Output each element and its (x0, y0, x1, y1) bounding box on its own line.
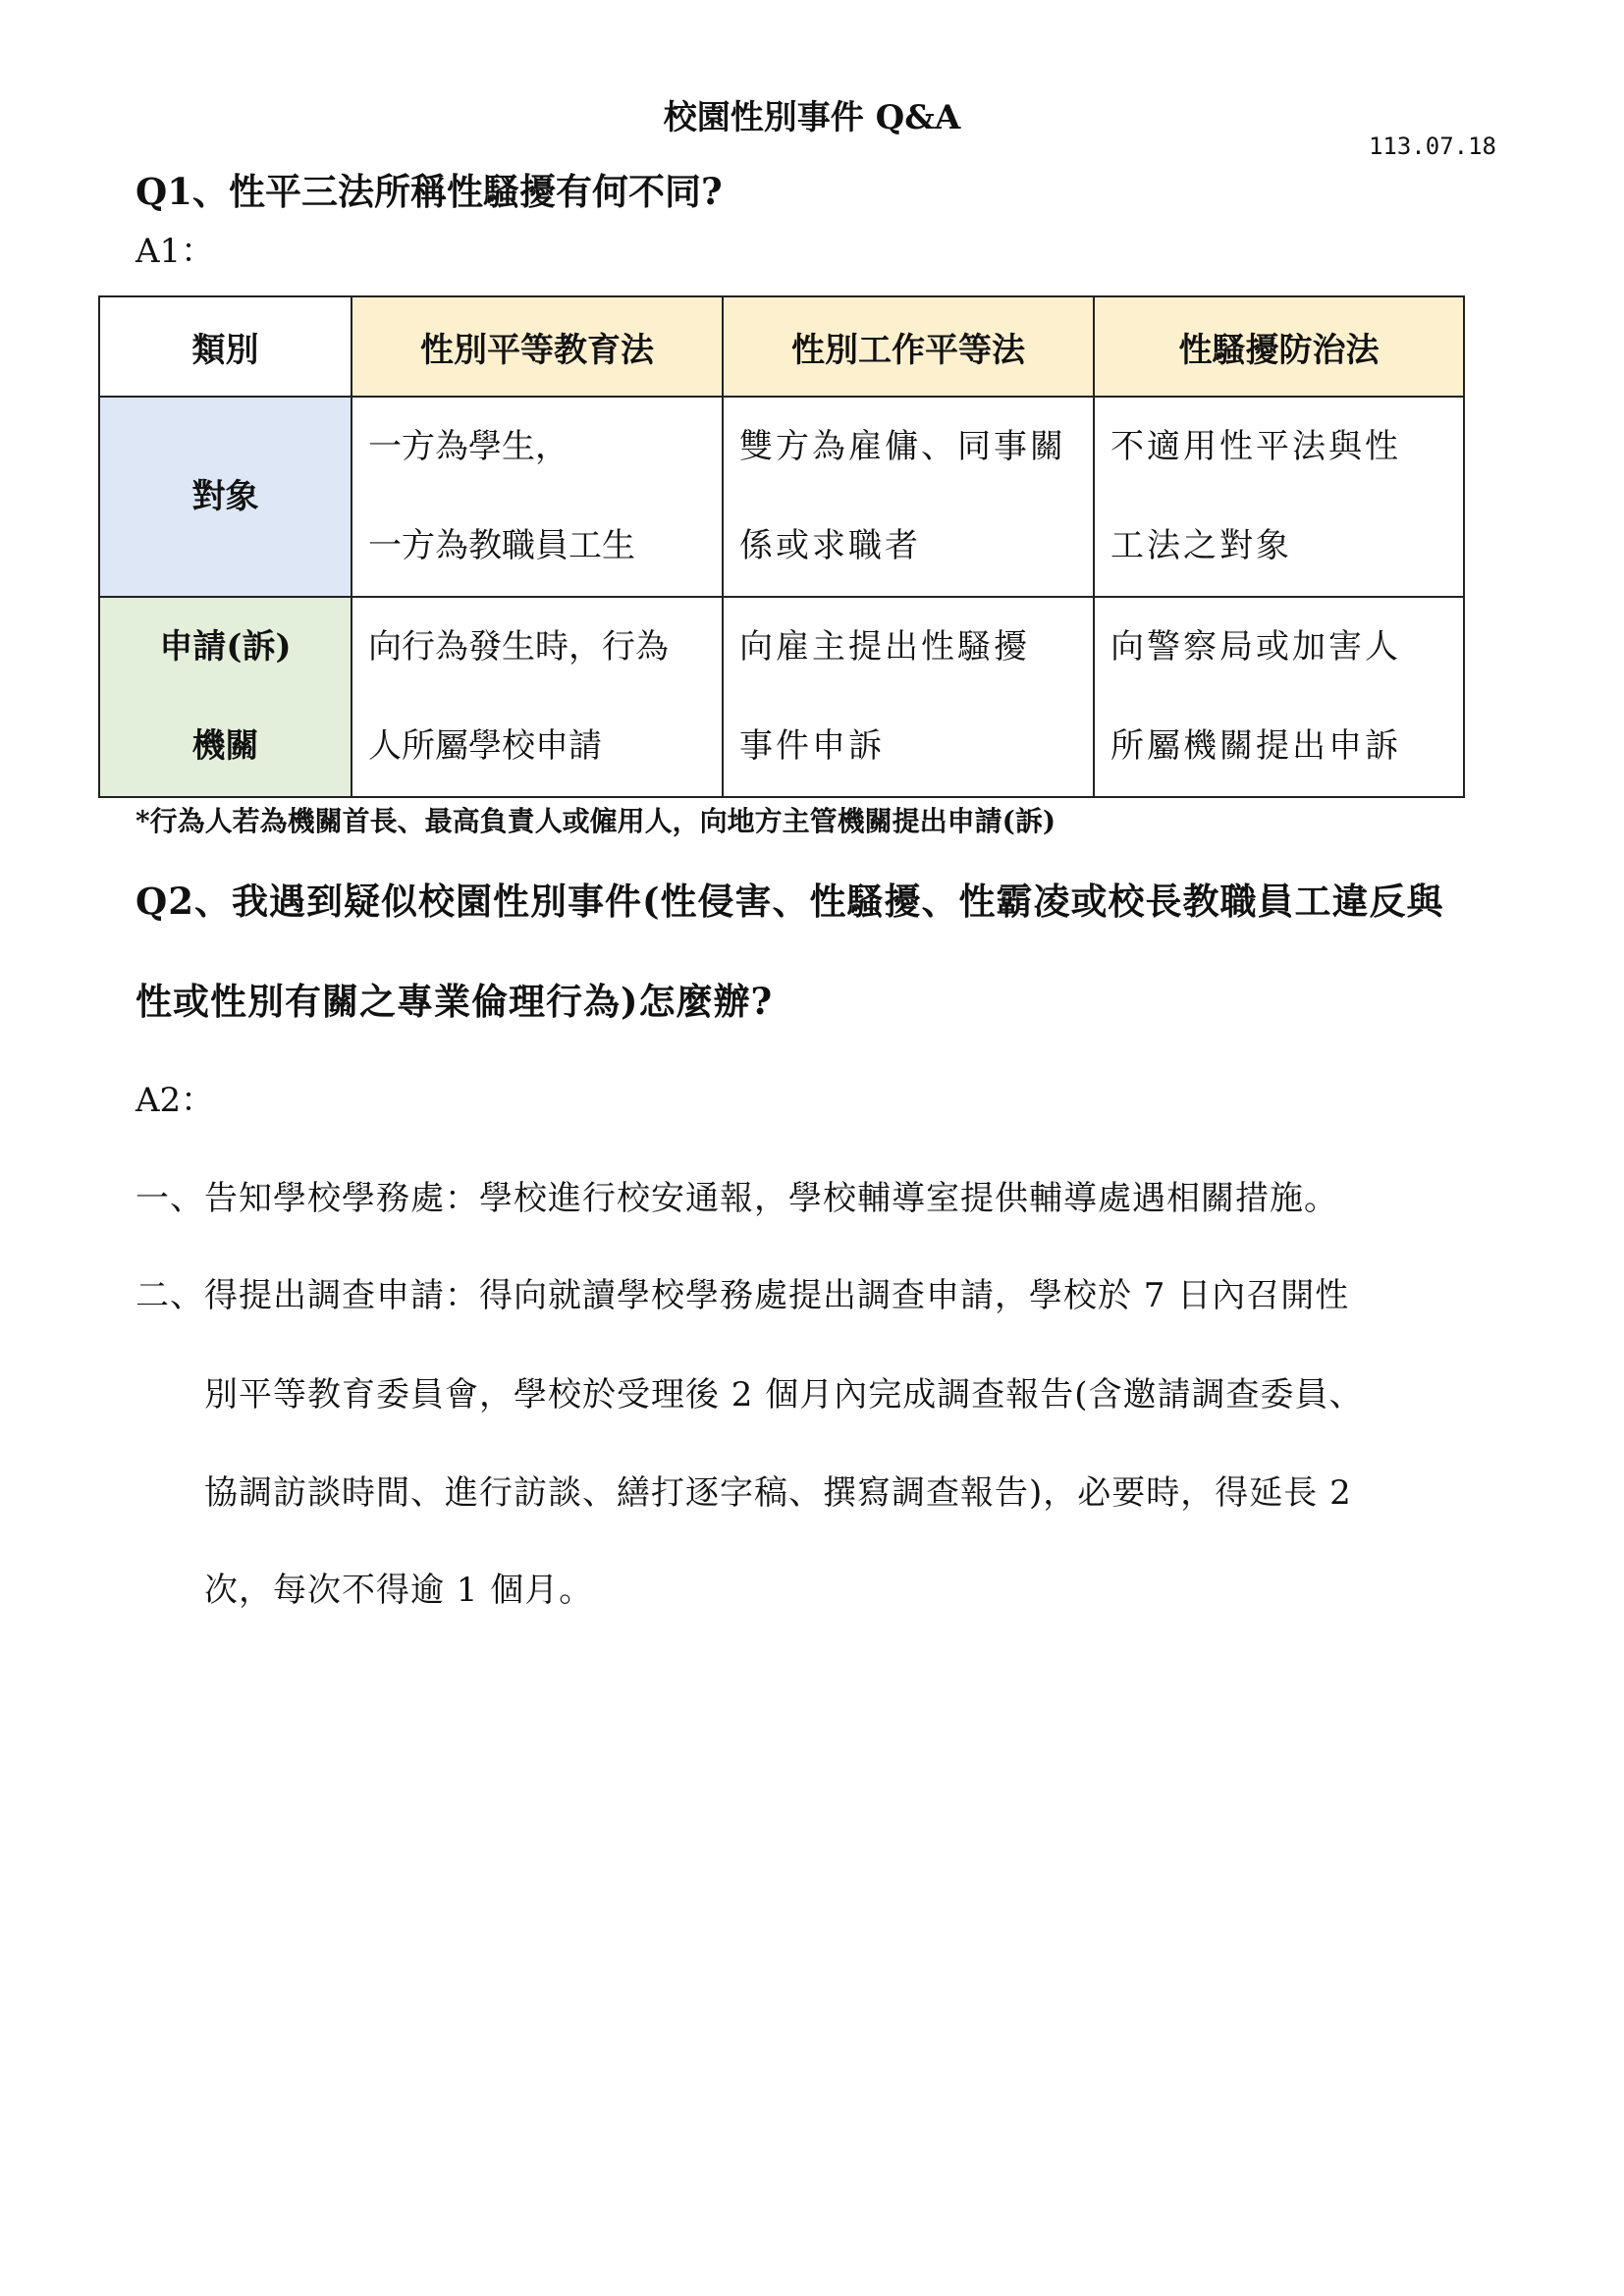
table-header-row (99, 296, 1464, 397)
row-label-text: 申請(訴) (159, 627, 292, 667)
table-header-sexual-harassment-prevention-act: 性騷擾防治法 (1094, 296, 1464, 397)
cell-line: 雙方為雇傭、同事關 (739, 427, 1066, 466)
answer-item-1: 一、告知學校學務處：學校進行校安通報，學校輔導室提供輔導處遇相關措施。 (135, 1179, 1338, 1218)
answer-1-label: A1： (135, 232, 215, 271)
table-cell (1094, 597, 1464, 797)
table-row-subject (99, 397, 1464, 597)
comparison-table (98, 295, 1465, 798)
cell-line: 人所屬學校申請 (368, 726, 602, 766)
question-2-line-1: Q2、我遇到疑似校園性別事件(性侵害、性騷擾、性霸凌或校長教職員工違反與 (135, 880, 1444, 923)
row-label-text: 機關 (191, 726, 259, 766)
row-label-filing-agency (99, 597, 352, 797)
table-cell (352, 397, 723, 597)
document-date: 113.07.18 (1368, 133, 1496, 160)
answer-2-label: A2： (135, 1081, 215, 1120)
table-cell (1094, 397, 1464, 597)
cell-line: 向行為發生時，行為 (368, 627, 669, 667)
answer-item-2-continued: 別平等教育委員會，學校於受理後 2 個月內完成調查報告(含邀請調查委員、 (204, 1375, 1364, 1415)
table-header-gender-equity-education-act: 性別平等教育法 (352, 296, 723, 397)
row-label-subject (99, 397, 352, 597)
cell-line: 一方為教職員工生 (368, 526, 635, 565)
answer-item-2: 二、得提出調查申請：得向就讀學校學務處提出調查申請，學校於 7 日內召開性 (135, 1276, 1350, 1315)
table-cell (352, 597, 723, 797)
document-title: 校園性別事件 Q&A (663, 98, 961, 137)
cell-line: 工法之對象 (1110, 526, 1292, 565)
cell-line: 係或求職者 (739, 526, 921, 565)
table-footnote: *行為人若為機關首長、最高負責人或僱用人，向地方主管機關提出申請(訴) (135, 805, 1056, 837)
cell-line: 事件申訴 (739, 726, 885, 766)
table-cell (723, 397, 1094, 597)
question-1: Q1、性平三法所稱性騷擾有何不同? (135, 170, 723, 213)
question-2-line-2: 性或性別有關之專業倫理行為)怎麼辦? (135, 980, 774, 1023)
table-header-gender-equality-employment-act: 性別工作平等法 (723, 296, 1094, 397)
cell-line: 不適用性平法與性 (1110, 427, 1401, 466)
answer-item-2-continued: 次，每次不得逾 1 個月。 (204, 1571, 594, 1610)
table-header-category: 類別 (99, 296, 352, 397)
cell-line: 所屬機關提出申訴 (1110, 726, 1401, 766)
cell-line: 向雇主提出性騷擾 (739, 627, 1030, 667)
cell-line: 一方為學生， (368, 427, 568, 466)
cell-line: 向警察局或加害人 (1110, 627, 1401, 667)
table-row-filing-agency (99, 597, 1464, 797)
answer-item-2-continued: 協調訪談時間、進行訪談、繕打逐字稿、撰寫調查報告)，必要時，得延長 2 (204, 1473, 1352, 1513)
row-label-text: 對象 (191, 477, 259, 516)
table-cell (723, 597, 1094, 797)
